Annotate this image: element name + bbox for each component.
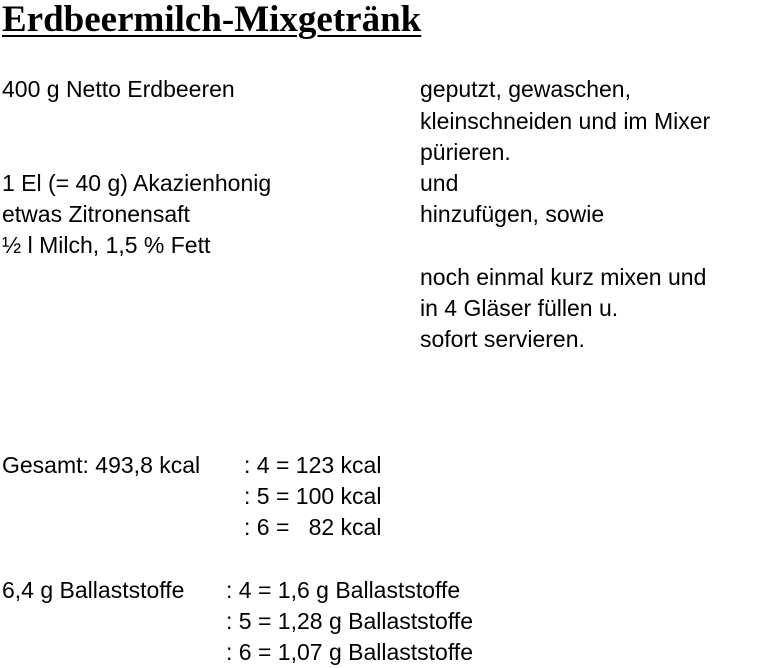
- instruction-line: in 4 Gläser füllen u.: [420, 295, 619, 321]
- fiber-per-serving: : 6 = 1,07 g Ballaststoffe: [226, 639, 473, 665]
- calories-per-serving: : 4 = 123 kcal: [244, 452, 382, 478]
- instruction-line: kleinschneiden und im Mixer: [420, 108, 711, 134]
- instruction-line: hinzufügen, sowie: [420, 201, 605, 227]
- fiber-per-serving: : 4 = 1,6 g Ballaststoffe: [226, 577, 461, 603]
- calories-total-label: Gesamt: 493,8 kcal: [2, 452, 201, 478]
- ingredient-strawberries: 400 g Netto Erdbeeren: [2, 76, 235, 102]
- calories-per-serving: : 5 = 100 kcal: [244, 483, 382, 509]
- instruction-line: geputzt, gewaschen,: [420, 76, 631, 102]
- instruction-line: pürieren.: [420, 139, 511, 165]
- ingredient-honey: 1 El (= 40 g) Akazienhonig: [2, 170, 272, 196]
- fiber-per-serving: : 5 = 1,28 g Ballaststoffe: [226, 608, 473, 634]
- instruction-line: sofort servieren.: [420, 326, 585, 352]
- fiber-total-label: 6,4 g Ballaststoffe: [2, 577, 185, 603]
- recipe-title: Erdbeermilch-Mixgetränk: [2, 0, 422, 40]
- instruction-line: und: [420, 170, 459, 196]
- ingredient-milk: ½ l Milch, 1,5 % Fett: [2, 232, 211, 258]
- ingredient-lemon-juice: etwas Zitronensaft: [2, 201, 190, 227]
- instruction-line: noch einmal kurz mixen und: [420, 264, 707, 290]
- calories-per-serving: : 6 = 82 kcal: [244, 514, 382, 540]
